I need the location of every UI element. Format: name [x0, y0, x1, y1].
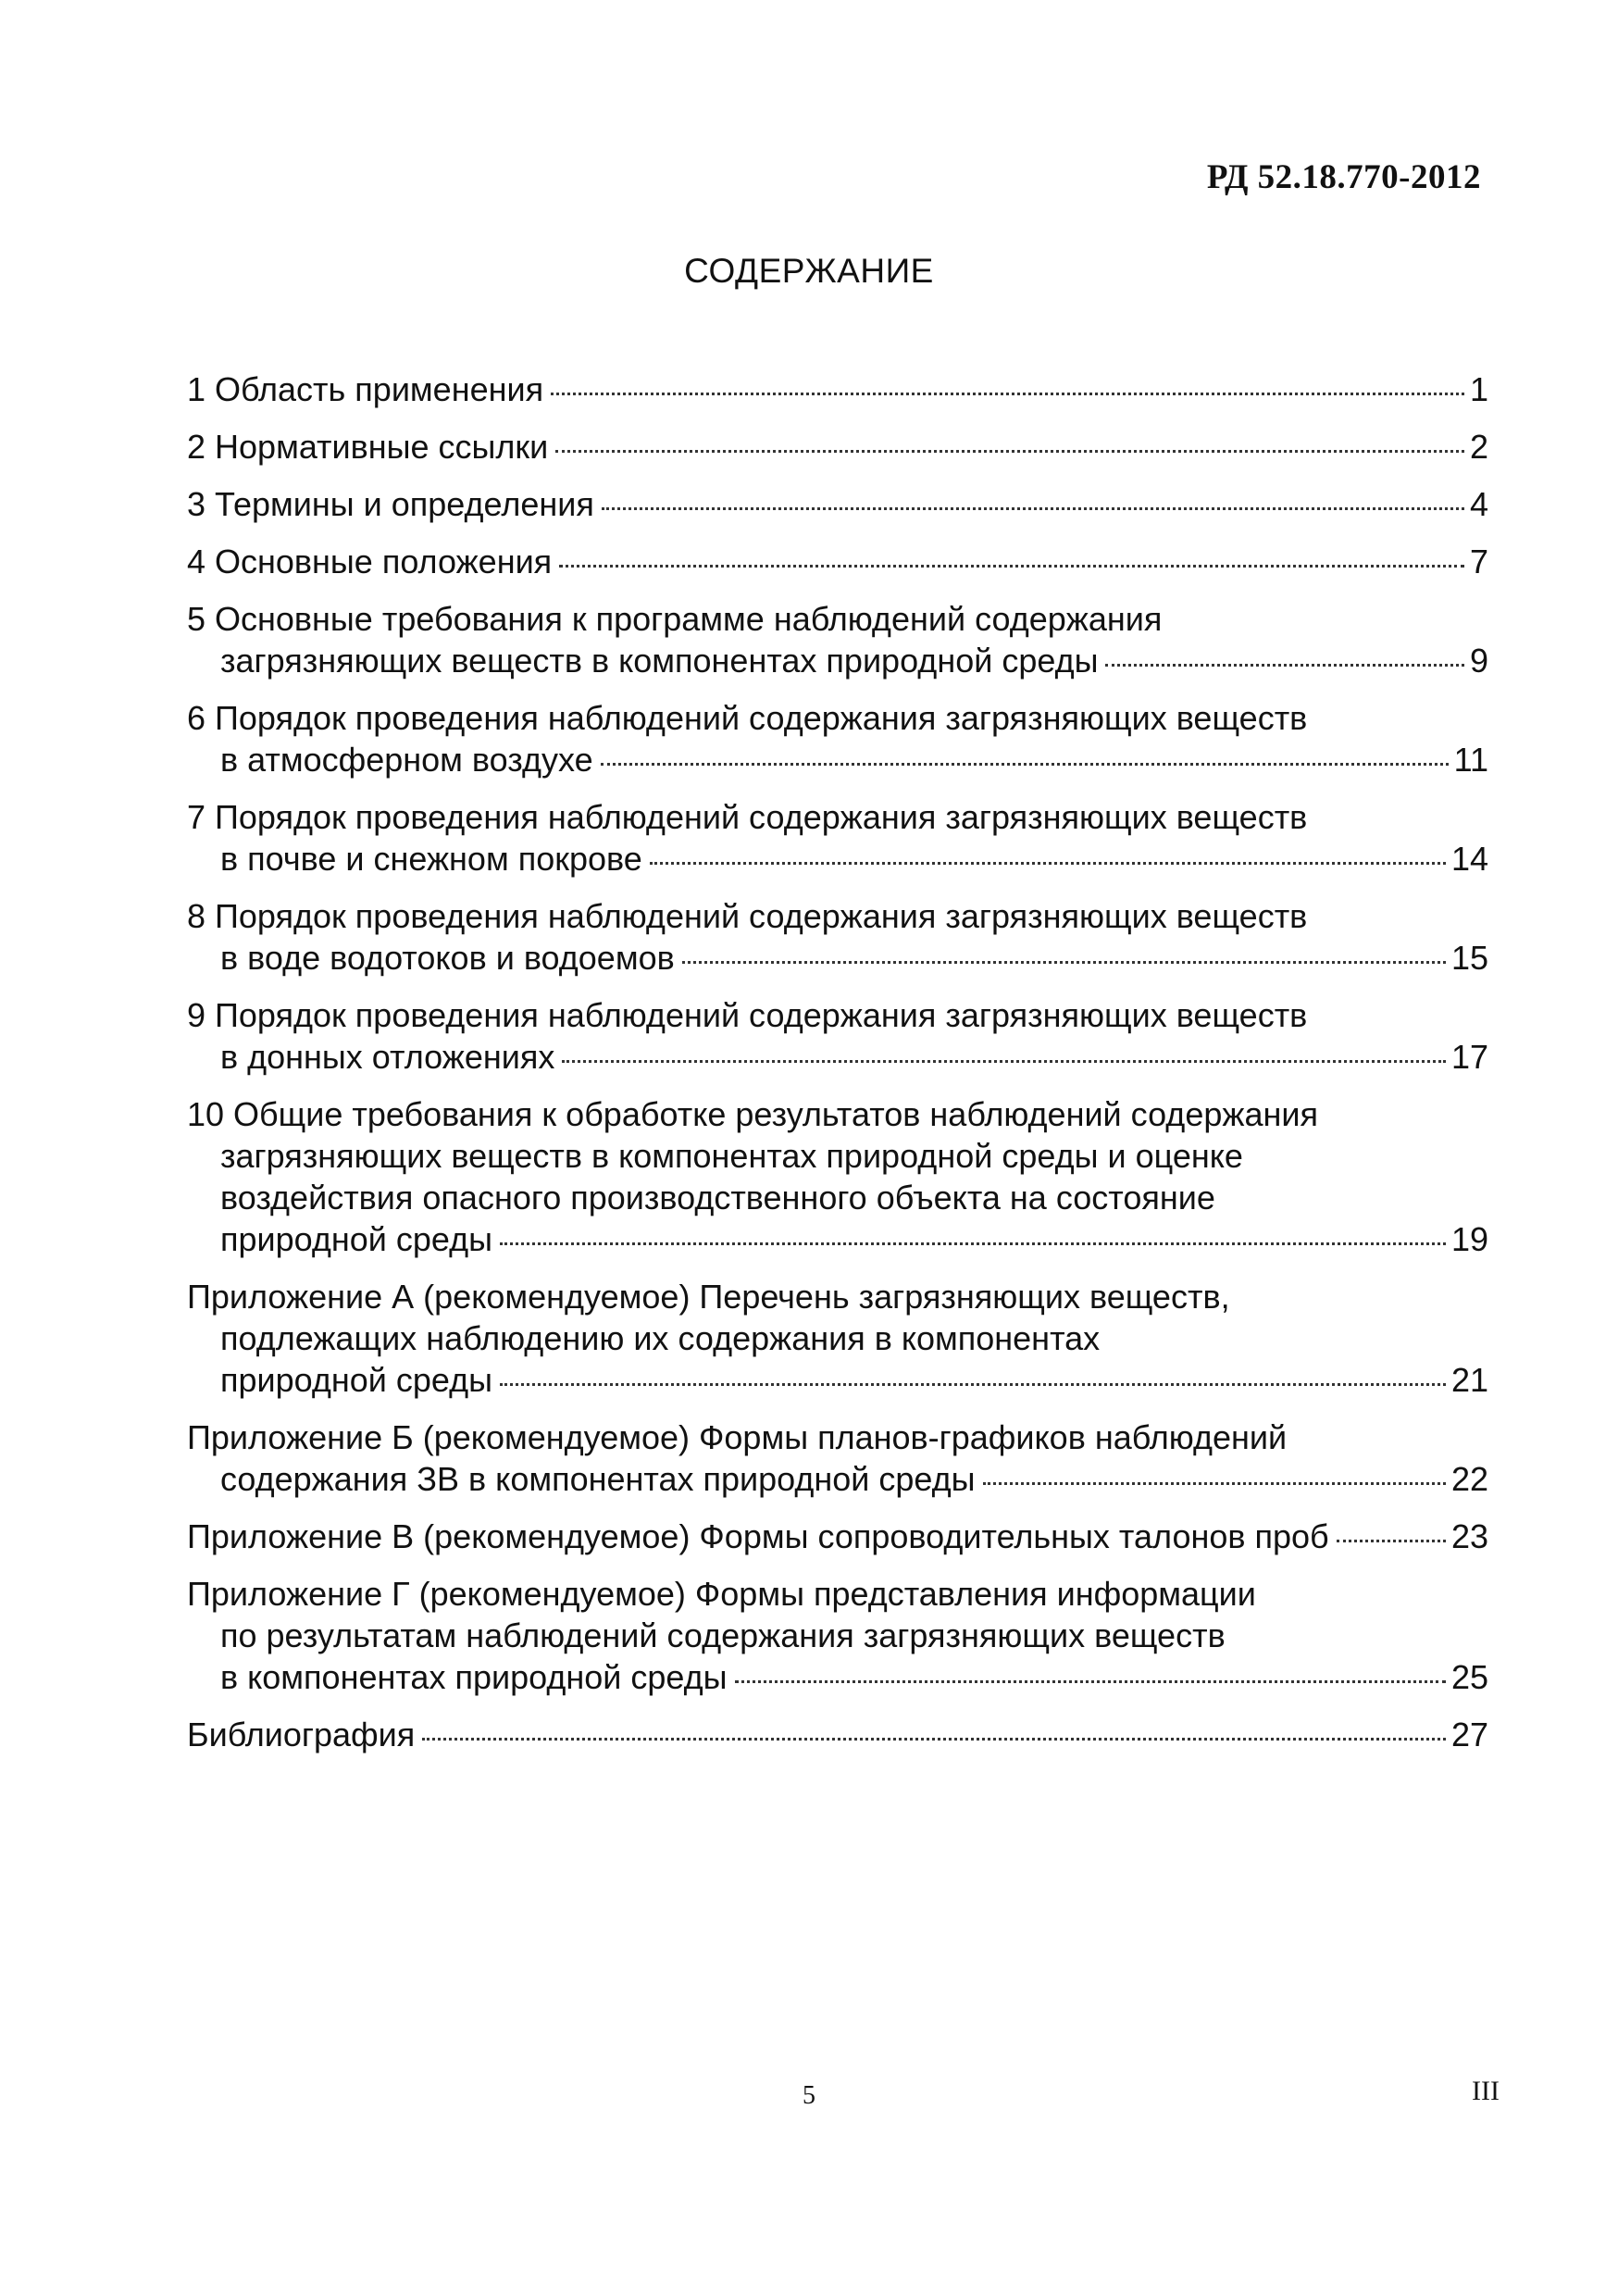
toc-page-number: 21: [1450, 1361, 1488, 1399]
toc-page-number: 11: [1453, 741, 1488, 779]
toc-entry: [187, 598, 1488, 681]
toc-entry-line: [187, 1714, 1488, 1755]
toc-entry-line: [187, 1458, 1488, 1500]
toc-entry-line: [187, 541, 1488, 582]
toc-entry-line: [187, 483, 1488, 525]
toc-entry-text: 2 Нормативные ссылки: [187, 428, 549, 466]
toc-entry: [187, 541, 1488, 582]
toc-entry: [187, 1714, 1488, 1755]
toc-page-number: 14: [1450, 840, 1488, 878]
page-number: 5: [803, 2081, 815, 2110]
toc-entry-line: [187, 426, 1488, 468]
dot-leader: [500, 1242, 1446, 1245]
toc-entry-text: Приложение Б (рекомендуемое) Формы планов-графиков наблюдений: [187, 1418, 1288, 1456]
page-title: СОДЕРЖАНИЕ: [684, 252, 934, 290]
toc-entry-text: содержания ЗВ в компонентах природной среды: [220, 1460, 976, 1498]
document-code: РД 52.18.770-2012: [1206, 158, 1481, 196]
toc-entry-line: [187, 937, 1488, 979]
toc-page-number: 22: [1450, 1460, 1488, 1498]
toc-entry-text: 7 Порядок проведения наблюдений содержания загрязняющих веществ: [187, 798, 1308, 836]
toc-entry-text: в донных отложениях: [220, 1038, 555, 1076]
toc-entry-line: [187, 1036, 1488, 1078]
toc-page-number: 4: [1469, 485, 1488, 523]
dot-leader: [602, 507, 1464, 510]
toc-page-number: 23: [1450, 1517, 1488, 1555]
toc-entry: [187, 796, 1488, 880]
table-of-contents: [187, 368, 1488, 1771]
toc-entry: [187, 368, 1488, 410]
dot-leader: [555, 450, 1464, 453]
dot-leader: [422, 1738, 1446, 1741]
toc-entry-text: 9 Порядок проведения наблюдений содержания загрязняющих веществ: [187, 996, 1308, 1034]
roman-page-number: III: [1472, 2076, 1500, 2106]
toc-page-number: 2: [1469, 428, 1488, 466]
toc-entry-text: в компонентах природной среды: [220, 1658, 728, 1696]
toc-entry-text: Библиография: [187, 1716, 416, 1753]
toc-page-number: 25: [1450, 1658, 1488, 1696]
toc-page-number: 15: [1450, 939, 1488, 977]
toc-entry-text: 1 Область применения: [187, 370, 544, 408]
toc-entry-text: загрязняющих веществ в компонентах природной среды: [220, 642, 1099, 680]
toc-entry: [187, 483, 1488, 525]
dot-leader: [559, 565, 1464, 568]
toc-entry-line: [187, 838, 1488, 880]
toc-page-number: 19: [1450, 1220, 1488, 1258]
toc-entry-text: Приложение Г (рекомендуемое) Формы представления информации: [187, 1575, 1256, 1613]
toc-entry: [187, 994, 1488, 1078]
toc-entry-text: 6 Порядок проведения наблюдений содержания загрязняющих веществ: [187, 699, 1308, 737]
toc-entry: [187, 1516, 1488, 1557]
dot-leader: [1105, 664, 1464, 667]
toc-entry-text: 5 Основные требования к программе наблюдений содержания: [187, 600, 1163, 638]
toc-entry: [187, 1093, 1488, 1260]
dot-leader: [682, 961, 1446, 964]
dot-leader: [735, 1680, 1446, 1683]
toc-entry-text: Приложение А (рекомендуемое) Перечень загрязняющих веществ,: [187, 1278, 1230, 1316]
toc-entry-text: в воде водотоков и водоемов: [220, 939, 675, 977]
toc-page-number: 17: [1450, 1038, 1488, 1076]
toc-entry-line: [187, 1218, 1488, 1260]
toc-entry-text: подлежащих наблюдению их содержания в компонентах: [220, 1319, 1101, 1357]
toc-entry-text: 4 Основные положения: [187, 543, 553, 580]
toc-entry: [187, 1276, 1488, 1401]
toc-page-number: 27: [1450, 1716, 1488, 1753]
toc-page-number: 1: [1469, 370, 1488, 408]
toc-entry-text: природной среды: [220, 1361, 493, 1399]
toc-entry-line: [187, 1359, 1488, 1401]
dot-leader: [500, 1383, 1446, 1386]
toc-entry: [187, 1573, 1488, 1698]
toc-entry-line: [187, 640, 1488, 681]
toc-entry-text: 3 Термины и определения: [187, 485, 594, 523]
toc-page-number: 7: [1469, 543, 1488, 580]
toc-entry-line: [187, 368, 1488, 410]
toc-entry-line: [187, 1656, 1488, 1698]
dot-leader: [983, 1482, 1446, 1485]
toc-entry-line: [187, 739, 1488, 780]
toc-page-number: 9: [1469, 642, 1488, 680]
toc-entry: [187, 895, 1488, 979]
toc-entry-text: 10 Общие требования к обработке результатов наблюдений содержания: [187, 1095, 1318, 1133]
toc-entry-text: природной среды: [220, 1220, 493, 1258]
toc-entry-line: [187, 1516, 1488, 1557]
toc-entry-text: воздействия опасного производственного объекта на состояние: [220, 1179, 1215, 1217]
toc-entry-text: по результатам наблюдений содержания загрязняющих веществ: [220, 1616, 1226, 1654]
dot-leader: [562, 1060, 1446, 1063]
toc-entry: [187, 697, 1488, 780]
dot-leader: [551, 393, 1464, 395]
toc-entry-text: 8 Порядок проведения наблюдений содержания загрязняющих веществ: [187, 897, 1308, 935]
toc-entry-text: в почве и снежном покрове: [220, 840, 642, 878]
toc-entry-text: загрязняющих веществ в компонентах природной среды и оценке: [220, 1137, 1243, 1175]
toc-entry: [187, 426, 1488, 468]
toc-entry-text: Приложение В (рекомендуемое) Формы сопроводительных талонов проб: [187, 1517, 1329, 1555]
dot-leader: [650, 862, 1446, 865]
toc-entry-text: в атмосферном воздухе: [220, 741, 593, 779]
toc-entry: [187, 1416, 1488, 1500]
dot-leader: [1337, 1540, 1446, 1542]
dot-leader: [601, 763, 1449, 766]
